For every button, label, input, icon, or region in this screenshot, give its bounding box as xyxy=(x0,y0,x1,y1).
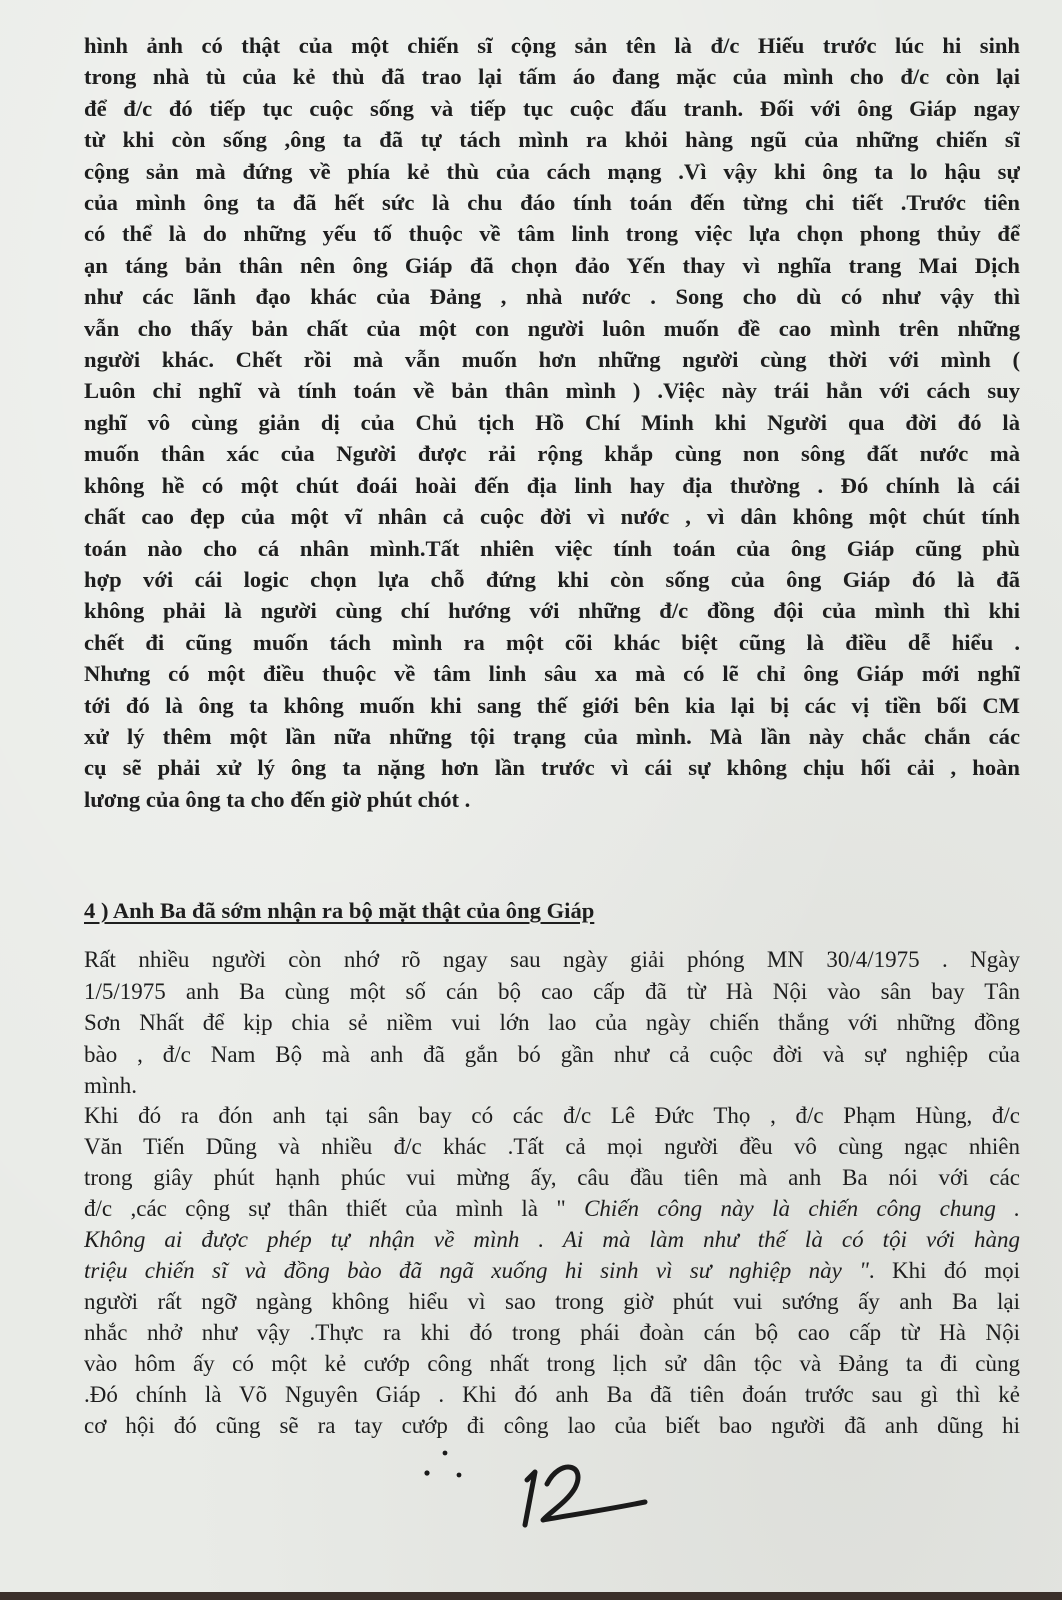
text-line: hình ảnh có thật của một chiến sĩ cộng sản tên là đ/c Hiếu trước lúc hi sinh xyxy=(84,33,1020,58)
text-line: xử lý thêm một lần nữa những tội trạng của mình. Mà lần này chắc chắn các xyxy=(84,723,1020,749)
text-line: cụ sẽ phải xử lý ông ta nặng hơn lần trước vì cái sự không chịu hối cải , hoàn xyxy=(84,755,1020,781)
text-line xyxy=(84,1410,1020,1441)
text-line: không phải là người cùng chí hướng với những đ/c đồng đội của mình thì khi xyxy=(84,598,1020,624)
page-bottom-edge xyxy=(0,1592,1062,1600)
text-line: lương của ông ta cho đến giờ phút chót . xyxy=(84,786,471,812)
text-line: hợp với cái logic chọn lựa chỗ đứng khi còn sống của ông Giáp đó là đã xyxy=(84,566,1020,592)
text-line: có thể là do những yếu tố thuộc về tâm linh trong việc lựa chọn phong thủy để xyxy=(84,221,1020,247)
page-number-handwriting xyxy=(505,1450,665,1540)
text-line xyxy=(84,1255,1020,1286)
text-line xyxy=(84,1100,1020,1131)
text-line: như các lãnh đạo khác của Đảng , nhà nước . Song cho dù có như vậy thì xyxy=(84,284,1020,310)
quoted-italic-text: Chiến công này là chiến công chung . xyxy=(584,1196,1020,1221)
text-line: Nhưng có một điều thuộc về tâm linh sâu xa mà có lẽ chỉ ông Giáp mới nghĩ xyxy=(84,661,1020,687)
text-line xyxy=(84,1286,1020,1317)
text-normal: cơ hội đó cũng sẽ ra tay cướp đi công lao của biết bao người đã anh dũng hi xyxy=(84,1413,1020,1438)
text-normal: .Đó chính là Võ Nguyên Giáp . Khi đó anh Ba đã tiên đoán trước sau gì thì kẻ xyxy=(84,1382,1020,1407)
text-line: người khác. Chết rồi mà vẫn muốn hơn những người cùng thời với mình ( xyxy=(84,347,1020,373)
text-line: mình. xyxy=(84,1073,138,1099)
text-normal: đ/c ,các cộng sự thân thiết của mình là " xyxy=(84,1196,585,1221)
paragraph-airport-welcome xyxy=(84,1100,1020,1441)
text-line: toán nào cho cá nhân mình.Tất nhiên việc tính toán của ông Giáp cũng phù xyxy=(84,535,1020,561)
paragraph-intro xyxy=(84,30,1020,815)
text-normal: người rất ngỡ ngàng không hiểu vì sao trong giờ phút vui sướng ấy anh Ba lại xyxy=(84,1289,1020,1314)
text-line xyxy=(84,1131,1020,1162)
text-line: chết đi cũng muốn tách mình ra một cõi khác biệt cũng là điều dễ hiểu . xyxy=(84,629,1020,655)
text-line: bào , đ/c Nam Bộ mà anh đã gắn bó gần như cả cuộc đời và sự nghiệp của xyxy=(84,1041,1020,1067)
text-line xyxy=(84,1348,1020,1379)
text-line: vẫn cho thấy bản chất của một con người luôn muốn đề cao mình trên những xyxy=(84,315,1020,341)
text-line xyxy=(84,1224,1020,1255)
page-number-text xyxy=(505,1450,506,1451)
text-line: Sơn Nhất để kịp chia sẻ niềm vui lớn lao của ngày chiến thắng với những đồng xyxy=(84,1010,1020,1036)
text-normal: Văn Tiến Dũng và nhiều đ/c khác .Tất cả mọi người đều vô cùng ngạc nhiên xyxy=(84,1134,1020,1159)
text-line xyxy=(84,1317,1020,1348)
text-normal: Khi đó ra đón anh tại sân bay có các đ/c Lê Đức Thọ , đ/c Phạm Hùng, đ/c xyxy=(84,1103,1020,1128)
paragraph-liberation-day xyxy=(84,944,1020,1102)
text-line xyxy=(84,1379,1020,1410)
text-line xyxy=(84,1193,1020,1224)
section-heading: 4 ) Anh Ba đã sớm nhận ra bộ mặt thật của ông Giáp xyxy=(84,898,595,923)
text-line: Rất nhiều người còn nhớ rõ ngay sau ngày giải phóng MN 30/4/1975 . Ngày xyxy=(84,947,1020,972)
text-line: của mình ông ta đã hết sức là chu đáo tính toán đến từng chi tiết .Trước tiên xyxy=(84,190,1020,216)
text-line: không hề có một chút đoái hoài đến địa linh hay địa thường . Đó chính là cái xyxy=(84,472,1020,498)
text-normal: trong giây phút hạnh phúc vui mừng ấy, câu đầu tiên mà anh Ba nói với các xyxy=(84,1165,1020,1190)
quoted-italic-text: Không ai được phép tự nhận về mình . Ai mà làm như thế là có tội với hàng xyxy=(84,1227,1020,1252)
text-line: ạn táng bản thân nên ông Giáp đã chọn đảo Yến thay vì nghĩa trang Mai Dịch xyxy=(84,252,1020,278)
text-normal: vào hôm ấy có một kẻ cướp công nhất trong lịch sử dân tộc và Đảng ta đi cùng xyxy=(84,1351,1020,1376)
text-line: chất cao đẹp của một vĩ nhân cả cuộc đời vì nước , vì dân không một chút tính xyxy=(84,504,1020,530)
text-normal: nhắc nhở như vậy .Thực ra khi đó trong phái đoàn cán bộ cao cấp từ Hà Nội xyxy=(84,1320,1020,1345)
text-line xyxy=(84,1162,1020,1193)
text-line: Luôn chỉ nghĩ và tính toán về bản thân mình ) .Việc này trái hẳn với cách suy xyxy=(84,378,1020,404)
quoted-italic-text: triệu chiến sĩ và đồng bào đã ngã xuống hi sinh vì sư nghiệp này " xyxy=(84,1258,869,1283)
handwritten-dots-mark xyxy=(415,1445,475,1485)
text-line: nghĩ vô cùng giản dị của Chủ tịch Hồ Chí Minh khi Người qua đời đó là xyxy=(84,409,1020,435)
text-line: tới đó là ông ta không muốn khi sang thế giới bên kia lại bị các vị tiền bối CM xyxy=(84,692,1020,718)
text-line: cộng sản mà đứng về phía kẻ thù của cách mạng .Vì vậy khi ông ta lo hậu sự xyxy=(84,158,1020,184)
text-line: 1/5/1975 anh Ba cùng một số cán bộ cao cấp đã từ Hà Nội vào sân bay Tân xyxy=(84,978,1020,1004)
text-line: từ khi còn sống ,ông ta đã tự tách mình ra khỏi hàng ngũ của những chiến sĩ xyxy=(84,127,1020,153)
text-line: muốn thân xác của Người được rải rộng khắp cùng non sông đất nước mà xyxy=(84,441,1020,467)
text-normal: . Khi đó mọi xyxy=(868,1258,1020,1283)
text-line: trong nhà tù của kẻ thù đã trao lại tấm áo đang mặc của mình cho đ/c còn lại xyxy=(84,64,1020,90)
text-line: để đ/c đó tiếp tục cuộc sống và tiếp tục cuộc đấu tranh. Đối với ông Giáp ngay xyxy=(84,95,1020,121)
handwritten-page-number xyxy=(505,1450,665,1540)
